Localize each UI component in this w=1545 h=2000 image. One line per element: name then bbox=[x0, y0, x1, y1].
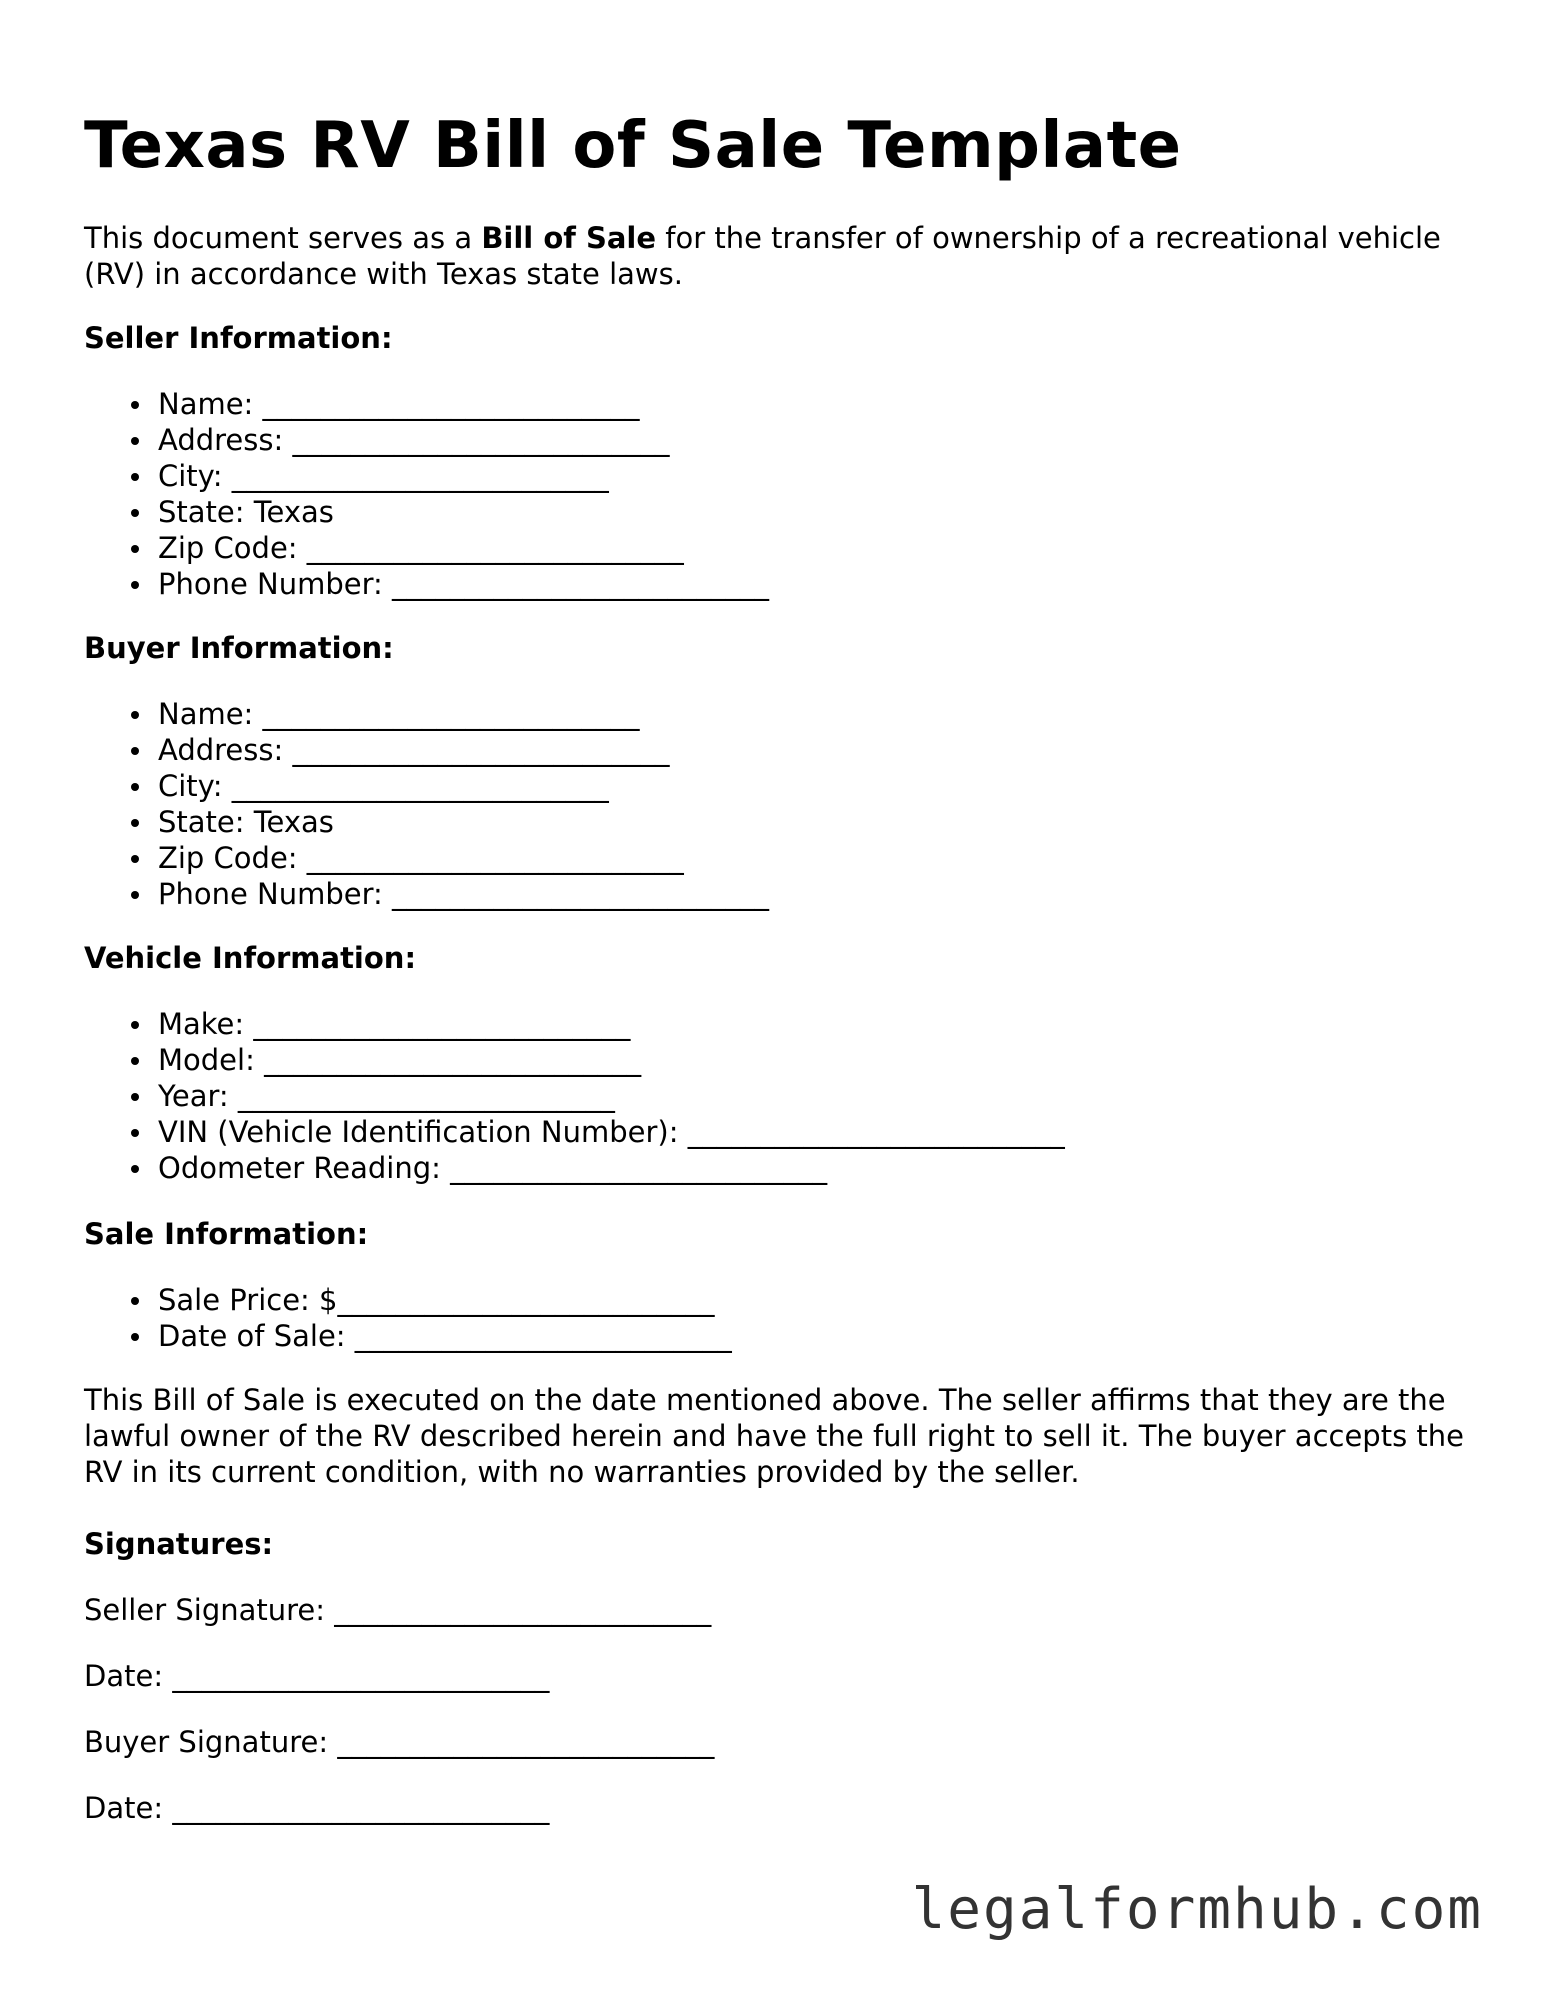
page-title: Texas RV Bill of Sale Template bbox=[84, 109, 1182, 183]
seller-phone-field[interactable]: Phone Number: __________________________ bbox=[84, 566, 769, 602]
signatures-section-heading: Signatures: bbox=[84, 1527, 274, 1561]
buyer-state-field: State: Texas bbox=[84, 804, 769, 840]
seller-signature-line[interactable]: Seller Signature: __________________________ bbox=[84, 1593, 712, 1627]
blank-line: __________________________ bbox=[392, 567, 770, 601]
vehicle-fields-list bbox=[84, 1006, 1065, 1186]
blank-line: __________________________ bbox=[292, 423, 670, 457]
vehicle-odometer-field[interactable]: Odometer Reading: __________________________ bbox=[84, 1150, 1065, 1186]
sale-price-field[interactable]: Sale Price: $__________________________ bbox=[84, 1282, 732, 1318]
sale-fields-list bbox=[84, 1282, 732, 1354]
blank-line: __________________________ bbox=[306, 531, 684, 565]
blank-line: __________________________ bbox=[262, 697, 640, 731]
buyer-phone-field[interactable]: Phone Number: __________________________ bbox=[84, 876, 769, 912]
buyer-address-field[interactable]: Address: __________________________ bbox=[84, 732, 769, 768]
vehicle-make-field[interactable]: Make: __________________________ bbox=[84, 1006, 1065, 1042]
sale-date-field[interactable]: Date of Sale: __________________________ bbox=[84, 1318, 732, 1354]
blank-line: __________________________ bbox=[687, 1115, 1065, 1149]
blank-line: __________________________ bbox=[231, 769, 609, 803]
seller-name-field[interactable]: Name: __________________________ bbox=[84, 386, 769, 422]
blank-line: __________________________ bbox=[334, 1593, 712, 1627]
seller-address-field[interactable]: Address: __________________________ bbox=[84, 422, 769, 458]
blank-line: __________________________ bbox=[231, 459, 609, 493]
seller-zip-field[interactable]: Zip Code: __________________________ bbox=[84, 530, 769, 566]
buyer-date-line[interactable]: Date: __________________________ bbox=[84, 1791, 550, 1825]
blank-line: __________________________ bbox=[262, 387, 640, 421]
blank-line: __________________________ bbox=[292, 733, 670, 767]
buyer-name-field[interactable]: Name: __________________________ bbox=[84, 696, 769, 732]
buyer-section-heading: Buyer Information: bbox=[84, 631, 394, 665]
blank-line: __________________________ bbox=[172, 1791, 550, 1825]
blank-line: __________________________ bbox=[264, 1043, 642, 1077]
vehicle-vin-field[interactable]: VIN (Vehicle Identification Number): __________________________ bbox=[84, 1114, 1065, 1150]
seller-section-heading: Seller Information: bbox=[84, 321, 393, 355]
blank-line: __________________________ bbox=[337, 1283, 715, 1317]
blank-line: __________________________ bbox=[306, 841, 684, 875]
seller-city-field[interactable]: City: __________________________ bbox=[84, 458, 769, 494]
blank-line: __________________________ bbox=[237, 1079, 615, 1113]
sale-section-heading: Sale Information: bbox=[84, 1217, 369, 1251]
blank-line: __________________________ bbox=[337, 1725, 715, 1759]
seller-date-line[interactable]: Date: __________________________ bbox=[84, 1659, 550, 1693]
blank-line: __________________________ bbox=[253, 1007, 631, 1041]
intro-text-end: for the transfer of ownership of a recreational vehicle (RV) in accordance with Texas state laws. bbox=[84, 221, 1441, 291]
blank-line: __________________________ bbox=[450, 1151, 828, 1185]
buyer-zip-field[interactable]: Zip Code: __________________________ bbox=[84, 840, 769, 876]
buyer-signature-line[interactable]: Buyer Signature: __________________________ bbox=[84, 1725, 715, 1759]
buyer-city-field[interactable]: City: __________________________ bbox=[84, 768, 769, 804]
statement-paragraph: This Bill of Sale is executed on the date mentioned above. The seller affirms that they are the lawful owner of the RV described herein and have the full right to sell it. The buyer accepts the RV in its current condition, with no warranties provided by the seller. bbox=[84, 1383, 1465, 1489]
vehicle-year-field[interactable]: Year: __________________________ bbox=[84, 1078, 1065, 1114]
seller-state-field: State: Texas bbox=[84, 494, 769, 530]
intro-text-start: This document serves as a bbox=[84, 221, 482, 255]
vehicle-section-heading: Vehicle Information: bbox=[84, 941, 417, 975]
intro-bold-term: Bill of Sale bbox=[481, 221, 657, 255]
blank-line: __________________________ bbox=[392, 877, 770, 911]
blank-line: __________________________ bbox=[172, 1659, 550, 1693]
intro-paragraph bbox=[84, 220, 1464, 292]
seller-fields-list bbox=[84, 386, 769, 602]
buyer-fields-list bbox=[84, 696, 769, 912]
site-watermark: legalformhub.com bbox=[911, 1877, 1483, 1942]
blank-line: __________________________ bbox=[354, 1319, 732, 1353]
vehicle-model-field[interactable]: Model: __________________________ bbox=[84, 1042, 1065, 1078]
